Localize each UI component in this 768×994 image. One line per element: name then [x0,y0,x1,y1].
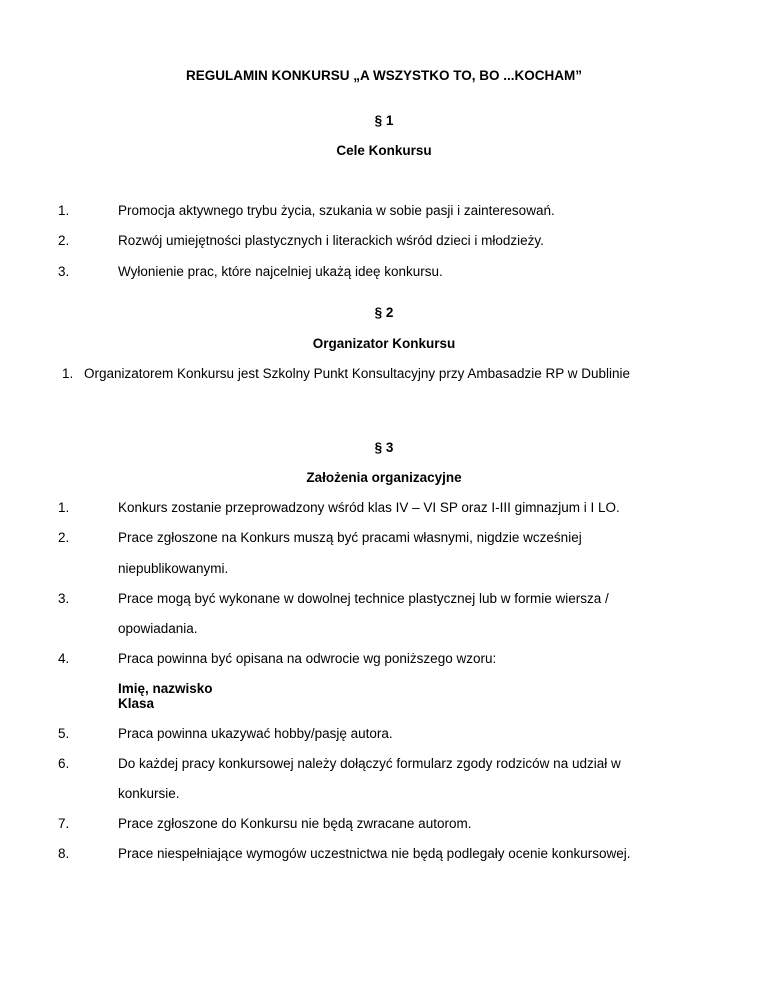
s3-item-8-number: 8. [58,846,70,861]
s3-item-1-number: 1. [58,500,70,515]
s3-item-1-text: Konkurs zostanie przeprowadzony wśród klas IV – VI SP oraz I-III gimnazjum i I LO. [118,500,620,515]
s3-item-2-text-line-1: Prace zgłoszone na Konkurs muszą być pracami własnymi, nigdzie wcześniej [118,530,582,545]
s2-item-1-text: Organizatorem Konkursu jest Szkolny Punkt Konsultacyjny przy Ambasadzie RP w Dublinie [84,366,631,381]
s1-item-2-text: Rozwój umiejętności plastycznych i literackich wśród dzieci i młodzieży. [118,233,544,248]
s1-item-2-number: 2. [58,233,70,248]
s2-item-1-number: 1. [62,366,74,381]
section-2-heading: Organizator Konkursu [312,336,456,351]
s3-item-6-text-line-1: Do każdej pracy konkursowej należy dołączyć formularz zgody rodziców na udział w [118,756,621,771]
s3-item-5-number: 5. [58,726,70,741]
s3-item-4-text: Praca powinna być opisana na odwrocie wg poniższego wzoru: [118,651,497,666]
s3-item-4-number: 4. [58,651,70,666]
s1-item-3-text: Wyłonienie prac, które najcelniej ukażą ideę konkursu. [118,264,443,279]
section-3-heading: Założenia organizacyjne [306,470,462,485]
s3-item-8-text: Prace niespełniające wymogów uczestnictwa nie będą podlegały ocenie konkursowej. [118,846,631,861]
s3-item-6-number: 6. [58,756,70,771]
section-1-paragraph-sign: § 1 [374,113,394,128]
s3-item-3-text-line-2: opowiadania. [118,621,198,636]
section-1-heading: Cele Konkursu [336,143,432,158]
s3-item-2-number: 2. [58,530,70,545]
s3-item-4-template-name: Imię, nazwisko [118,681,213,696]
document-title: REGULAMIN KONKURSU „A WSZYSTKO TO, BO ...KOCHAM” [186,68,582,83]
s1-item-1-text: Promocja aktywnego trybu życia, szukania w sobie pasji i zainteresowań. [118,203,555,218]
s3-item-3-text-line-1: Prace mogą być wykonane w dowolnej technice plastycznej lub w formie wiersza / [118,591,609,606]
s3-item-3-number: 3. [58,591,70,606]
s3-item-4-template-class: Klasa [118,696,155,711]
s1-item-3-number: 3. [58,264,70,279]
section-2-paragraph-sign: § 2 [374,305,394,320]
s3-item-7-number: 7. [58,816,70,831]
s3-item-5-text: Praca powinna ukazywać hobby/pasję autora. [118,726,393,741]
s3-item-6-text-line-2: konkursie. [118,786,180,801]
s3-item-7-text: Prace zgłoszone do Konkursu nie będą zwracane autorom. [118,816,472,831]
s1-item-1-number: 1. [58,203,70,218]
section-3-paragraph-sign: § 3 [374,440,394,455]
s3-item-2-text-line-2: niepublikowanymi. [118,561,229,576]
